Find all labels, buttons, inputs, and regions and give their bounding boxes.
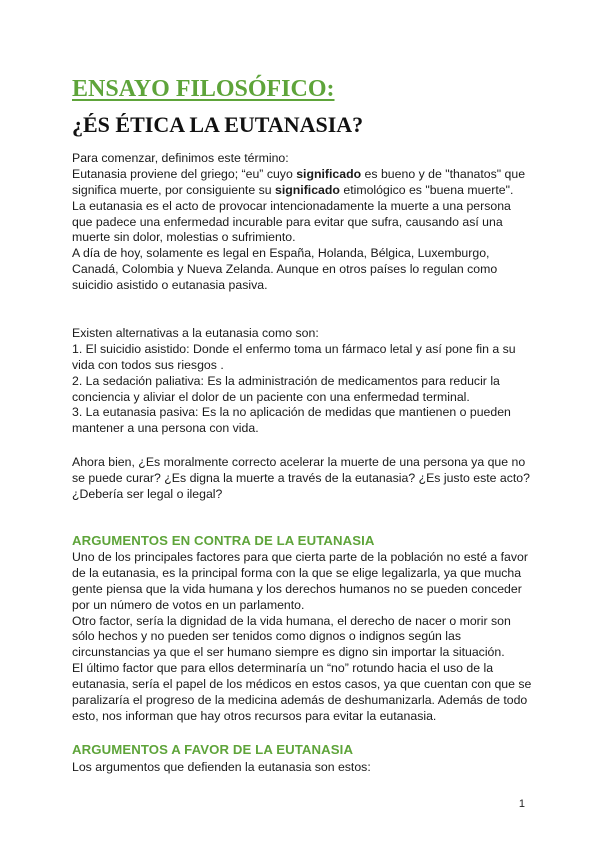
section-heading-against: ARGUMENTOS EN CONTRA DE LA EUTANASIA xyxy=(72,533,375,548)
text-line: El último factor que para ellos determinaría un “no” rotundo hacia el uso de la xyxy=(72,661,494,676)
questions-paragraph xyxy=(72,455,532,503)
text-line: paralizaría el progreso de la medicina además de deshumanizarla. Además de todo xyxy=(72,693,528,708)
text-line: esto, nos informan que hay otros recursos para evitar la eutanasia. xyxy=(72,708,437,723)
list-item: 1. El suicidio asistido: Donde el enfermo toma un fármaco letal y así pone fin a su xyxy=(72,341,516,356)
list-item: 3. La eutanasia pasiva: Es la no aplicación de medidas que mantienen o pueden xyxy=(72,405,511,420)
against-paragraph xyxy=(72,550,532,725)
text-line: ¿Debería ser legal o ilegal? xyxy=(72,486,223,501)
text-line: Uno de los principales factores para que cierta parte de la población no esté a favor xyxy=(72,550,528,564)
text-line: suicidio asistido o eutanasia pasiva. xyxy=(72,278,268,293)
favor-paragraph xyxy=(72,760,532,776)
text-line: eutanasia, sería el papel de los médicos en estos casos, ya que cuentan con que se xyxy=(72,677,532,692)
alternatives-paragraph xyxy=(72,326,532,437)
text-line: Para comenzar, definimos este término: xyxy=(72,151,289,165)
text-line: Canadá, Colombia y Nueva Zelanda. Aunque en otros países lo regulan como xyxy=(72,262,498,277)
text-line: de la eutanasia, es la principal forma con la que se elige legalizarla, ya que mucha xyxy=(72,565,522,580)
text-line: significa muerte, por consiguiente su significado etimológico es "buena muerte". xyxy=(72,182,514,197)
text-line: La eutanasia es el acto de provocar intencionadamente la muerte a una persona xyxy=(72,198,511,213)
intro-paragraph xyxy=(72,151,532,294)
text-line: conciencia y aliviar el dolor de un paciente con una enfermedad terminal. xyxy=(72,389,470,404)
page-number: 1 xyxy=(518,798,525,810)
text-line: muerte sin dolor, molestias o sufrimiento. xyxy=(72,230,296,245)
bold-term: significado xyxy=(296,166,362,181)
list-item: 2. La sedación paliativa: Es la administración de medicamentos para reducir la xyxy=(72,373,500,388)
text-line: A día de hoy, solamente es legal en España, Holanda, Bélgica, Luxemburgo, xyxy=(72,246,490,261)
text-line: Los argumentos que defienden la eutanasia son estos: xyxy=(72,760,371,774)
text-line: sólo hechos y no pueden ser tenidos como dignos o indignos según las xyxy=(72,629,461,644)
text-line: circunstancias ya que el ser humano siempre es digno sin importar la situación. xyxy=(72,645,505,660)
text-line: Eutanasia proviene del griego; “eu” cuyo significado es bueno y de "thanatos" que xyxy=(72,166,526,181)
text-line: gente piensa que la vida humana y los derechos humanos no se pueden conceder xyxy=(72,581,522,596)
text-line: vida con todos sus riesgos . xyxy=(72,357,224,372)
text-line: Otro factor, sería la dignidad de la vida humana, el derecho de nacer o morir son xyxy=(72,613,511,628)
text-line: Existen alternativas a la eutanasia como son: xyxy=(72,326,319,340)
text-line: se puede curar? ¿Es digna la muerte a través de la eutanasia? ¿Es justo este acto? xyxy=(72,470,530,485)
essay-subtitle: ¿ÉS ÉTICA LA EUTANASIA? xyxy=(72,112,364,137)
text-line: que padece una enfermedad incurable para evitar que sufra, causando así una xyxy=(72,214,503,229)
section-heading-favor: ARGUMENTOS A FAVOR DE LA EUTANASIA xyxy=(72,742,354,757)
text-line: por un número de votos en un parlamento. xyxy=(72,597,305,612)
text-line: mantener a una persona con vida. xyxy=(72,421,259,436)
text-line: Ahora bien, ¿Es moralmente correcto acelerar la muerte de una persona ya que no xyxy=(72,455,526,469)
essay-title: ENSAYO FILOSÓFICO: xyxy=(72,76,335,102)
bold-term: significado xyxy=(275,182,340,197)
